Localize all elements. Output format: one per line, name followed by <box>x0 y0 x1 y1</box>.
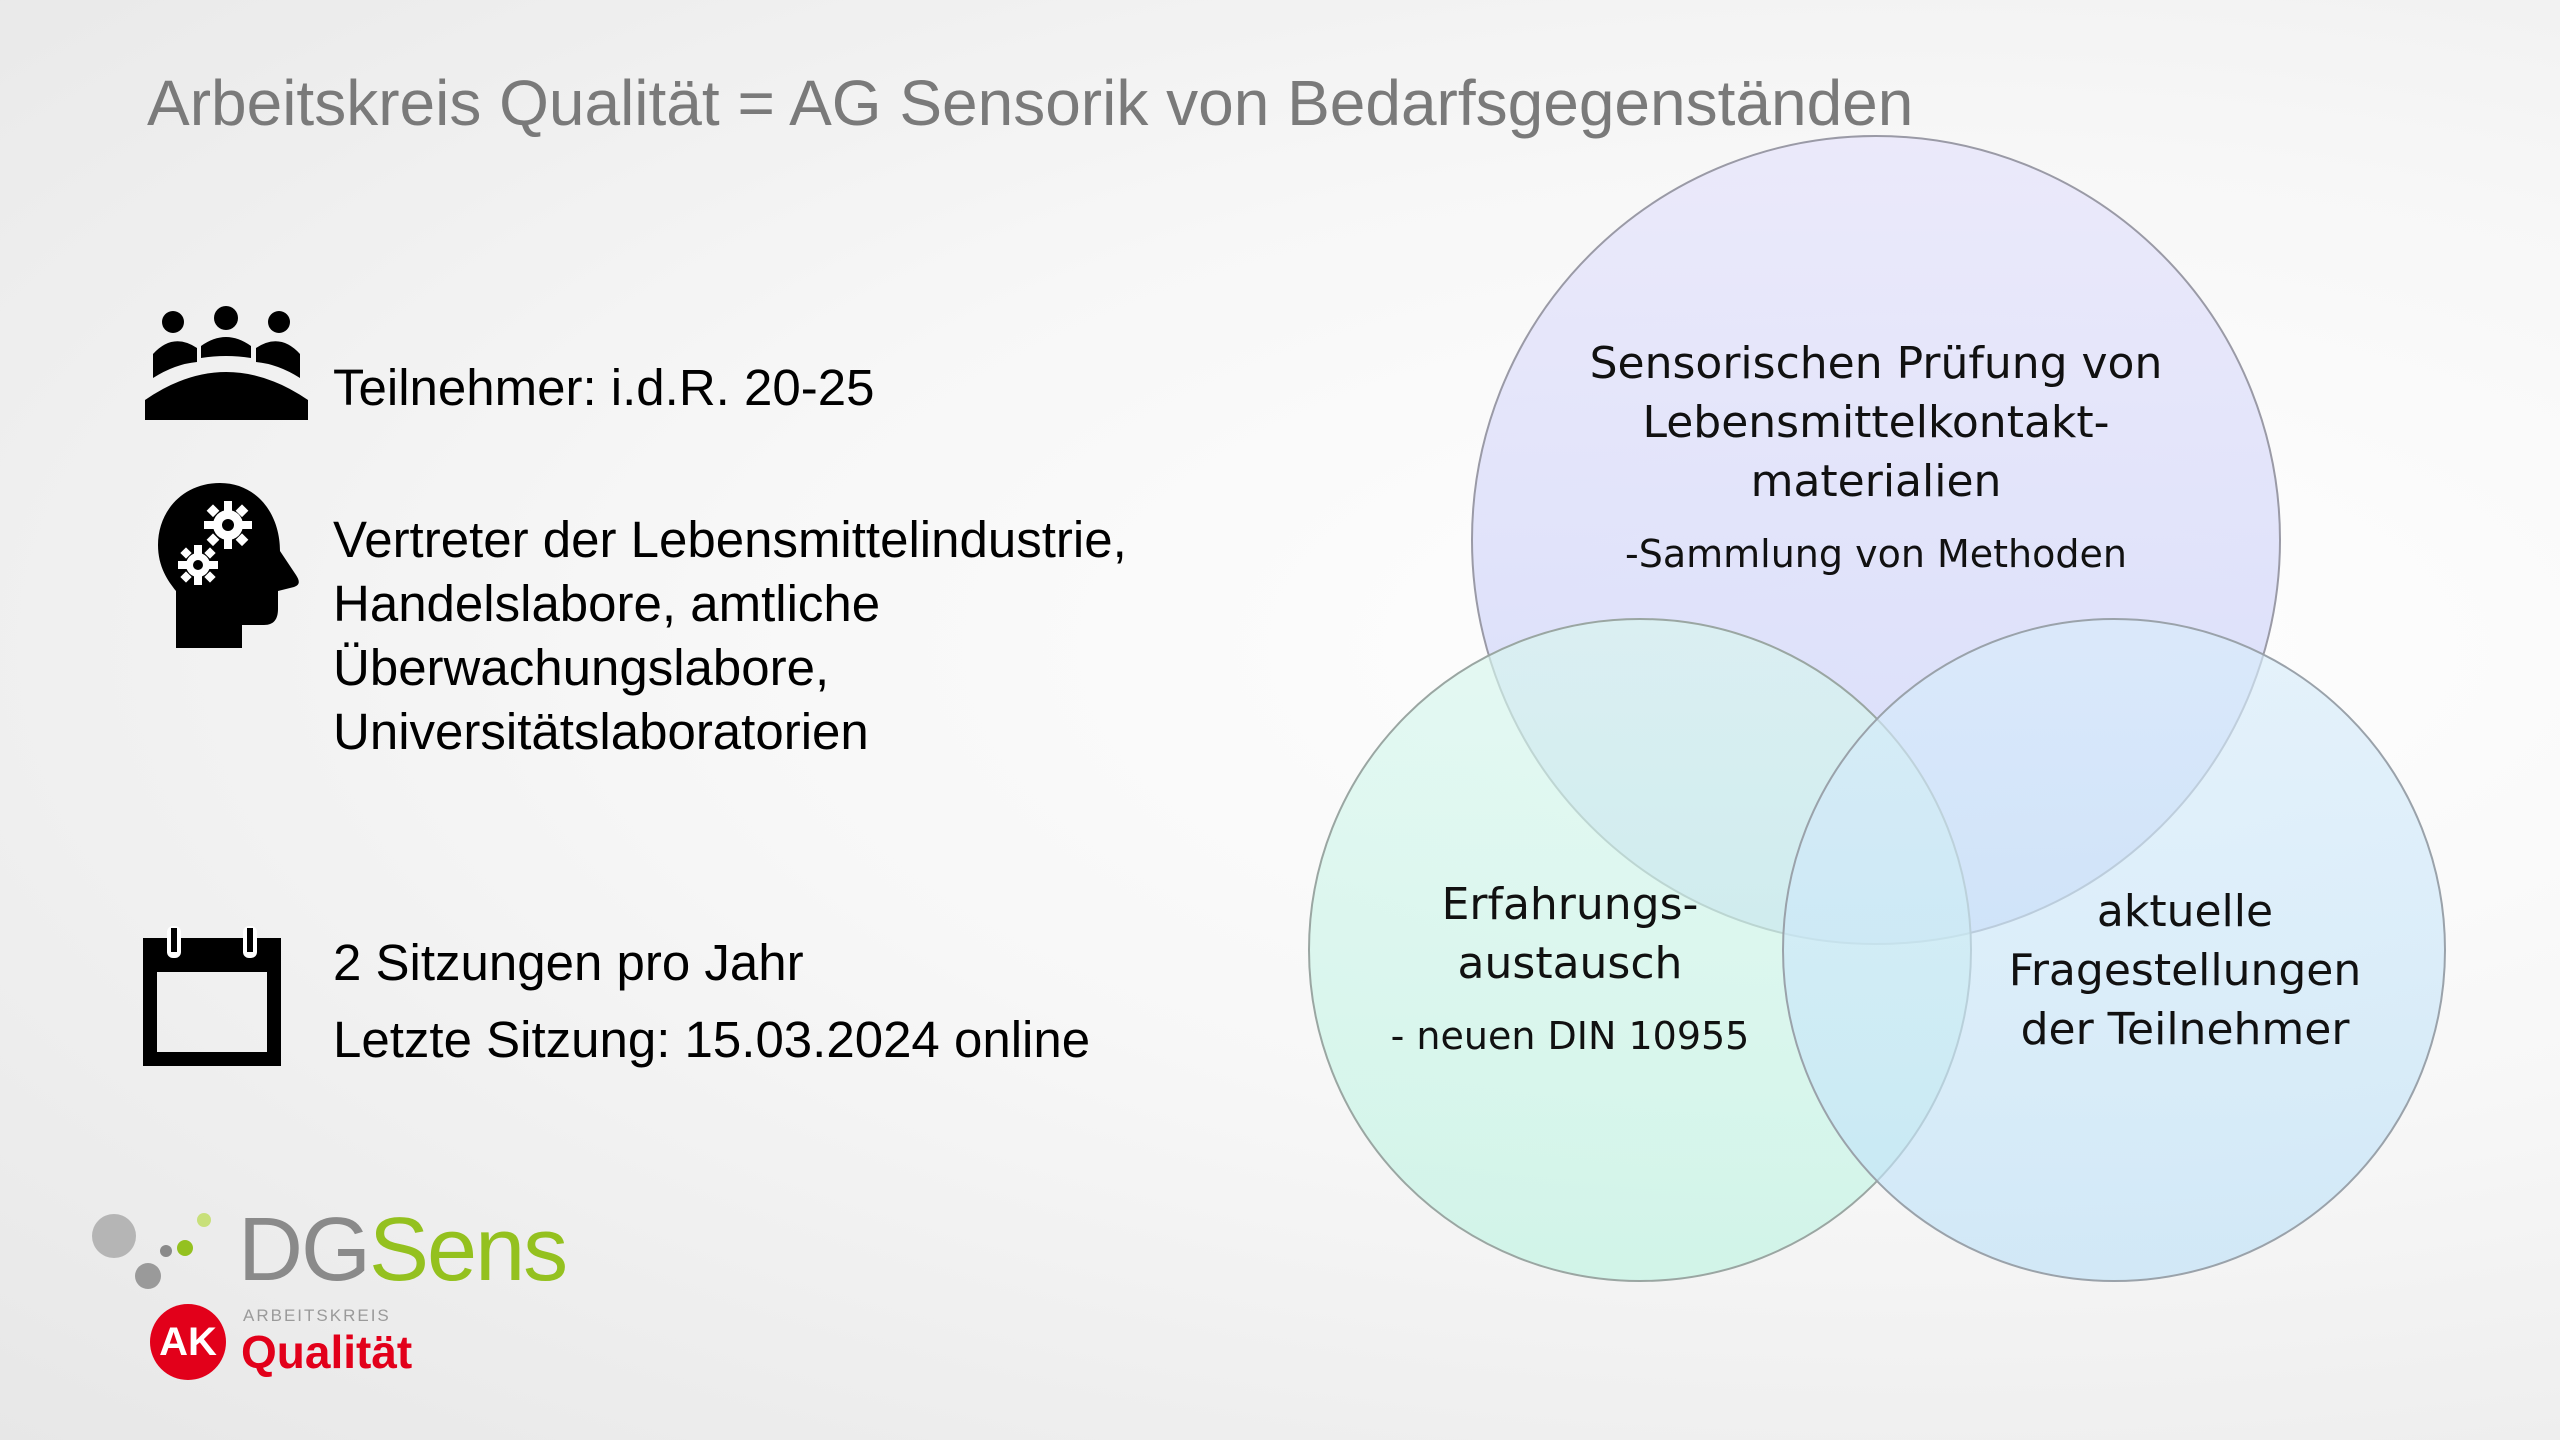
venn-top-line: Lebensmittelkontakt- <box>1642 397 2110 448</box>
venn-top-sub: -Sammlung von Methoden <box>1625 532 2127 576</box>
venn-top-line: Sensorischen Prüfung von <box>1589 338 2163 389</box>
meetings-text: 2 Sitzungen pro Jahr <box>333 934 804 991</box>
slide-title: Arbeitskreis Qualität = AG Sensorik von Bedarfsgegenständen <box>147 67 1914 139</box>
representatives-line: Universitätslaboratorien <box>333 703 869 760</box>
venn-top-label <box>1576 334 2176 579</box>
venn-left-line: austausch <box>1457 938 1683 989</box>
ak-qualitaet-label: Qualität <box>241 1326 413 1378</box>
logo-dg: DG <box>238 1200 369 1300</box>
venn-left-sub: - neuen DIN 10955 <box>1390 1014 1750 1058</box>
dgsens-logo <box>238 1200 567 1300</box>
representatives-line: Handelslabore, amtliche <box>333 575 881 632</box>
representatives-line: Überwachungslabore, <box>333 639 830 696</box>
last-meeting-text: Letzte Sitzung: 15.03.2024 online <box>333 1011 1091 1068</box>
venn-right-line: Fragestellungen <box>2008 945 2362 996</box>
venn-right-label <box>1945 882 2425 1059</box>
participants-text: Teilnehmer: i.d.R. 20-25 <box>333 359 875 416</box>
representatives-line: Vertreter der Lebensmittelindustrie, <box>333 511 1127 568</box>
logo-sens: Sens <box>369 1200 567 1300</box>
venn-right-line: aktuelle <box>2096 886 2274 937</box>
ak-badge: AK <box>150 1304 226 1380</box>
venn-right-line: der Teilnehmer <box>2020 1004 2350 1055</box>
venn-left-label <box>1330 875 1810 1061</box>
venn-top-line: materialien <box>1750 456 2002 507</box>
venn-left-line: Erfahrungs- <box>1441 879 1699 930</box>
ak-arbeitskreis-label: ARBEITSKREIS <box>243 1306 391 1325</box>
dgsens-dots-icon <box>88 1208 218 1292</box>
